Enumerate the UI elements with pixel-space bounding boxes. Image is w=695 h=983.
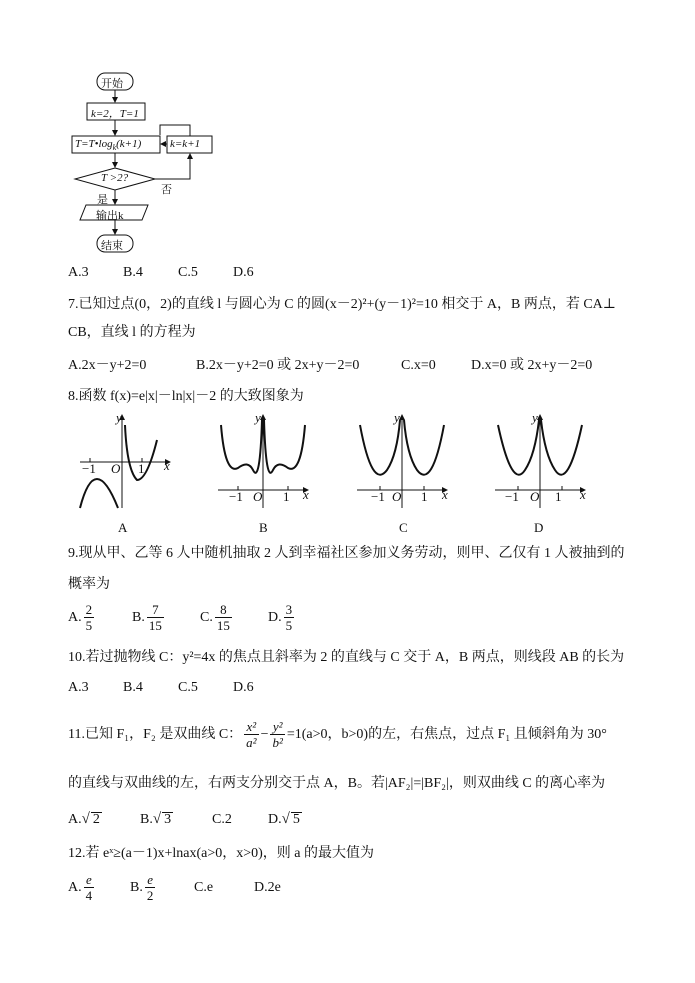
q12-b-frac: $\frac{e}{2}$ bbox=[146, 872, 154, 904]
q11-b-label: B. bbox=[140, 812, 153, 827]
q10-option-c: C.5 bbox=[178, 680, 198, 695]
q11-line2: 的直线与双曲线的左，右两支分别交于点 A，B。若|AF₂|=|BF₂|，则双曲线 C 的离心率为 bbox=[68, 776, 606, 791]
q9-options bbox=[68, 600, 296, 636]
flow-init-label: k=2，T=1 bbox=[91, 108, 139, 120]
q10-option-d: D.6 bbox=[233, 680, 254, 695]
q11-suffix: =1(a>0，b>0)的左，右焦点，过点 F₁ 且倾斜角为 30° bbox=[286, 727, 607, 742]
q8c-neg1: −1 bbox=[371, 489, 385, 504]
q11-option-c: C.2 bbox=[212, 812, 232, 827]
flow-end-label: 结束 bbox=[101, 240, 123, 252]
q8b-y-label: y bbox=[255, 410, 261, 425]
q8-label-d: D bbox=[534, 520, 544, 535]
q8a-origin: O bbox=[111, 461, 121, 476]
q8d-origin: O bbox=[530, 489, 540, 504]
q6-option-c: C.5 bbox=[178, 265, 198, 280]
q11-frac-y: $\frac{\text{y²}}{\text{b²}}$ bbox=[272, 719, 283, 751]
q8-label-c: C bbox=[399, 520, 408, 535]
q12-option-c: C.e bbox=[194, 880, 214, 895]
q9-b-label: B. bbox=[132, 610, 145, 625]
flow-condition-label: T >2? bbox=[101, 172, 129, 184]
flow-no-label: 否 bbox=[161, 184, 172, 196]
q11-d-label: D. bbox=[268, 812, 282, 827]
q6-option-a: A.3 bbox=[68, 265, 89, 280]
q9-b-frac: $\frac{7}{15}$ bbox=[148, 602, 162, 634]
q9-c-label: C. bbox=[200, 610, 213, 625]
q12-b-label: B. bbox=[130, 880, 143, 895]
q11-d-radicand: 5 bbox=[292, 812, 300, 827]
q10-option-b: B.4 bbox=[123, 680, 143, 695]
q8d-pos1: 1 bbox=[555, 489, 562, 504]
q7-option-a: A.2x－y+2=0 bbox=[68, 358, 147, 373]
flow-increment-label: k=k+1 bbox=[170, 138, 201, 150]
q11-minus: − bbox=[260, 727, 269, 742]
q9-c-frac: $\frac{8}{15}$ bbox=[216, 602, 230, 634]
q11-line1 bbox=[68, 715, 607, 755]
q8b-x-label: x bbox=[303, 487, 309, 502]
q9-d-frac: $\frac{3}{5}$ bbox=[285, 602, 293, 634]
flow-output-label: 输出k bbox=[96, 210, 124, 222]
q8b-pos1: 1 bbox=[283, 489, 290, 504]
q8-label-b: B bbox=[259, 520, 268, 535]
q7-option-c: C.x=0 bbox=[401, 358, 436, 373]
q8-graph-b bbox=[213, 410, 313, 510]
q8a-pos1: 1 bbox=[138, 461, 145, 476]
q10-options bbox=[68, 679, 254, 697]
flow-process-label: $T=T•\log_k(k+1)$ bbox=[75, 138, 142, 153]
q8b-neg1: −1 bbox=[229, 489, 243, 504]
q12-options bbox=[68, 870, 281, 906]
q6-option-b: B.4 bbox=[123, 265, 143, 280]
flow-yes-label: 是 bbox=[97, 194, 108, 206]
q11-frac-x: $\frac{\text{x²}}{\text{a²}}$ bbox=[246, 719, 257, 751]
q9-d-label: D. bbox=[268, 610, 282, 625]
q9-a-frac: $\frac{2}{5}$ bbox=[85, 602, 93, 634]
q9-a-label: A. bbox=[68, 610, 82, 625]
q11-b-radicand: 3 bbox=[164, 812, 172, 827]
q8-question: 8.函数 f(x)=e|x|－ln|x|－2 的大致图象为 bbox=[68, 389, 304, 404]
q8a-neg1: −1 bbox=[82, 461, 96, 476]
q8a-y-label: y bbox=[116, 410, 122, 425]
q8a-x-label: x bbox=[164, 458, 170, 473]
q11-options: A.√ 2 B.√ 3 C.2 D.√ 5 bbox=[68, 811, 300, 827]
q8-label-a: A bbox=[118, 520, 128, 535]
q8c-y-label: y bbox=[394, 410, 400, 425]
q12-a-label: A. bbox=[68, 880, 82, 895]
q6-option-d: D.6 bbox=[233, 265, 254, 280]
q8d-neg1: −1 bbox=[505, 489, 519, 504]
q8-graph-a bbox=[75, 410, 175, 510]
q11-prefix: 11.已知 F₁，F₂ 是双曲线 C： bbox=[68, 727, 243, 742]
q9-line2: 概率为 bbox=[68, 577, 110, 592]
q11-a-label: A. bbox=[68, 812, 82, 827]
flow-start-label: 开始 bbox=[101, 78, 123, 90]
q6-options bbox=[68, 264, 254, 282]
q8c-x-label: x bbox=[442, 487, 448, 502]
q7-option-b: B.2x－y+2=0 或 2x+y－2=0 bbox=[196, 358, 360, 373]
flowchart bbox=[60, 68, 230, 258]
q7-options bbox=[68, 357, 592, 375]
q7-line2: CB，直线 l 的方程为 bbox=[68, 325, 196, 340]
q10-option-a: A.3 bbox=[68, 680, 89, 695]
q7-line1: 7.已知过点(0，2)的直线 l 与圆心为 C 的圆(x－2)²+(y－1)²=10 相交于 A，B 两点，若 CA⊥ bbox=[68, 297, 616, 312]
q12-option-d: D.2e bbox=[254, 880, 281, 895]
q8-graph-c bbox=[352, 410, 452, 510]
q8c-pos1: 1 bbox=[421, 489, 428, 504]
q12-a-frac: $\frac{e}{4}$ bbox=[85, 872, 93, 904]
q8d-x-label: x bbox=[580, 487, 586, 502]
q9-line1: 9.现从甲、乙等 6 人中随机抽取 2 人到幸福社区参加义务劳动，则甲、乙仅有 1 人被抽到的 bbox=[68, 546, 625, 561]
q7-option-d: D.x=0 或 2x+y－2=0 bbox=[471, 358, 593, 373]
q12-question: 12.若 eˣ≥(a－1)x+lnax(a>0，x>0)，则 a 的最大值为 bbox=[68, 846, 375, 861]
q8b-origin: O bbox=[253, 489, 263, 504]
q8d-y-label: y bbox=[532, 410, 538, 425]
q10-question: 10.若过抛物线 C：y²=4x 的焦点且斜率为 2 的直线与 C 交于 A，B 两点，则线段 AB 的长为 bbox=[68, 650, 625, 665]
q8c-origin: O bbox=[392, 489, 402, 504]
q11-a-radicand: 2 bbox=[92, 812, 100, 827]
